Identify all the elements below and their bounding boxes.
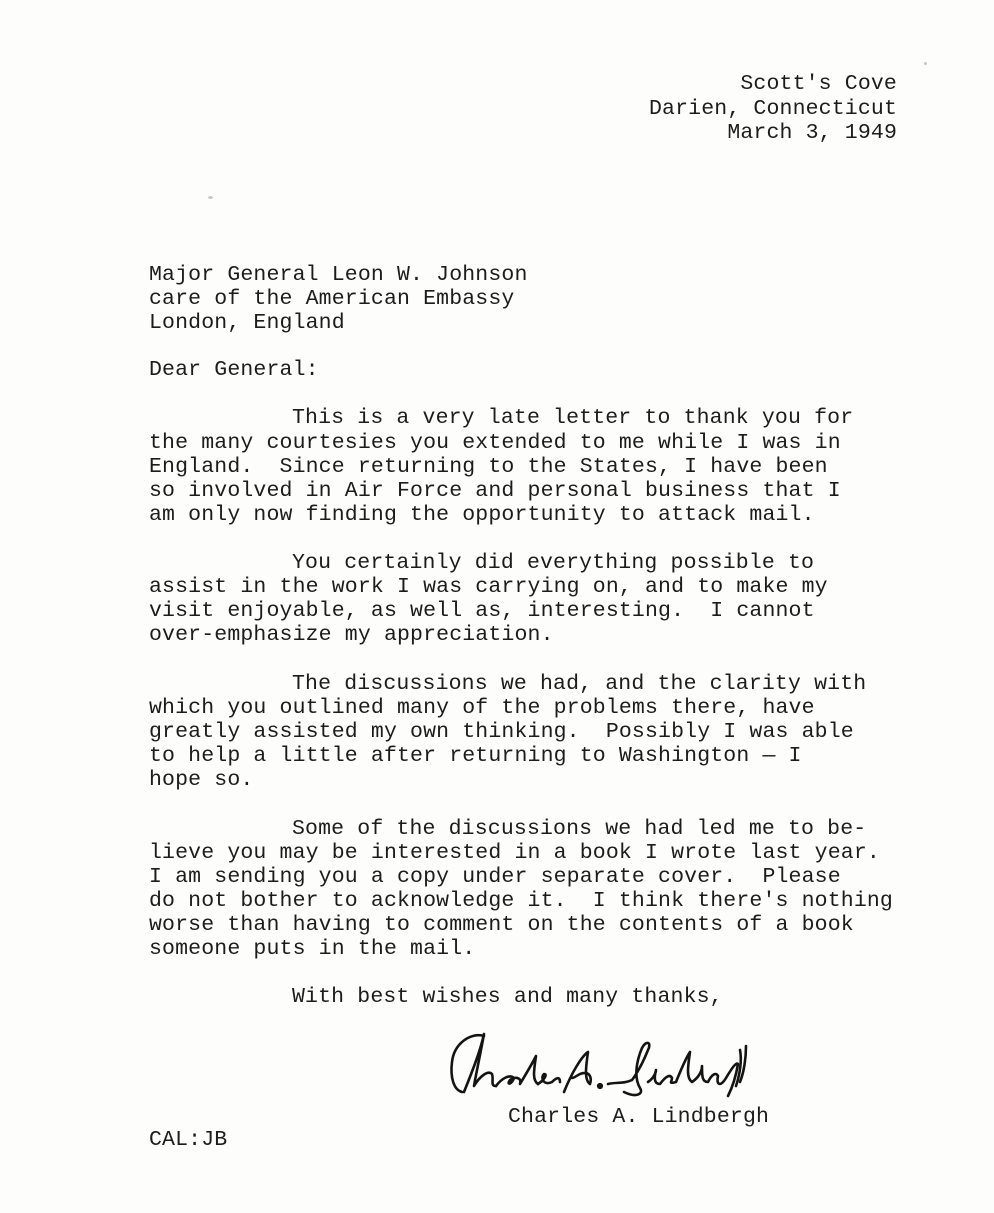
recipient-line: care of the American Embassy bbox=[149, 287, 515, 311]
body-line: which you outlined many of the problems there, have bbox=[149, 696, 815, 720]
body-line: visit enjoyable, as well as, interesting. I cannot bbox=[149, 599, 815, 623]
body-line: worse than having to comment on the contents of a book bbox=[149, 913, 854, 937]
body-line: am only now finding the opportunity to attack mail. bbox=[149, 503, 815, 527]
recipient-line: London, England bbox=[149, 311, 345, 335]
body-line: over-emphasize my appreciation. bbox=[149, 623, 554, 647]
body-line: assist in the work I was carrying on, and to make my bbox=[149, 575, 828, 599]
body-line: greatly assisted my own thinking. Possibly I was able bbox=[149, 720, 854, 744]
signature-strokes bbox=[451, 1034, 746, 1096]
sender-address-line: Scott's Cove bbox=[740, 72, 897, 96]
body-line: to help a little after returning to Washington — I bbox=[149, 744, 802, 768]
recipient-line: Major General Leon W. Johnson bbox=[149, 263, 528, 287]
salutation: Dear General: bbox=[149, 358, 319, 382]
body-line: England. Since returning to the States, I have been bbox=[149, 455, 828, 479]
body-line: This is a very late letter to thank you for bbox=[292, 406, 854, 430]
sender-address-line: Darien, Connecticut bbox=[649, 97, 897, 121]
body-line: You certainly did everything possible to bbox=[292, 551, 815, 575]
signer-name: Charles A. Lindbergh bbox=[508, 1105, 770, 1129]
paper-fleck bbox=[924, 62, 927, 65]
paper-fleck bbox=[208, 196, 213, 199]
body-line: so involved in Air Force and personal business that I bbox=[149, 479, 841, 503]
body-line: I am sending you a copy under separate cover. Please bbox=[149, 865, 841, 889]
handwritten-signature bbox=[440, 1022, 780, 1102]
body-line: hope so. bbox=[149, 768, 254, 792]
complimentary-close: With best wishes and many thanks, bbox=[292, 985, 723, 1009]
letter-date: March 3, 1949 bbox=[727, 121, 897, 145]
body-line: the many courtesies you extended to me while I was in bbox=[149, 431, 841, 455]
body-line: lieve you may be interested in a book I wrote last year. bbox=[149, 841, 880, 865]
body-line: someone puts in the mail. bbox=[149, 937, 476, 961]
reference-initials: CAL:JB bbox=[149, 1128, 228, 1152]
body-line: Some of the discussions we had led me to be- bbox=[292, 817, 867, 841]
body-line: do not bother to acknowledge it. I think there's nothing bbox=[149, 889, 893, 913]
body-line: The discussions we had, and the clarity with bbox=[292, 672, 867, 696]
